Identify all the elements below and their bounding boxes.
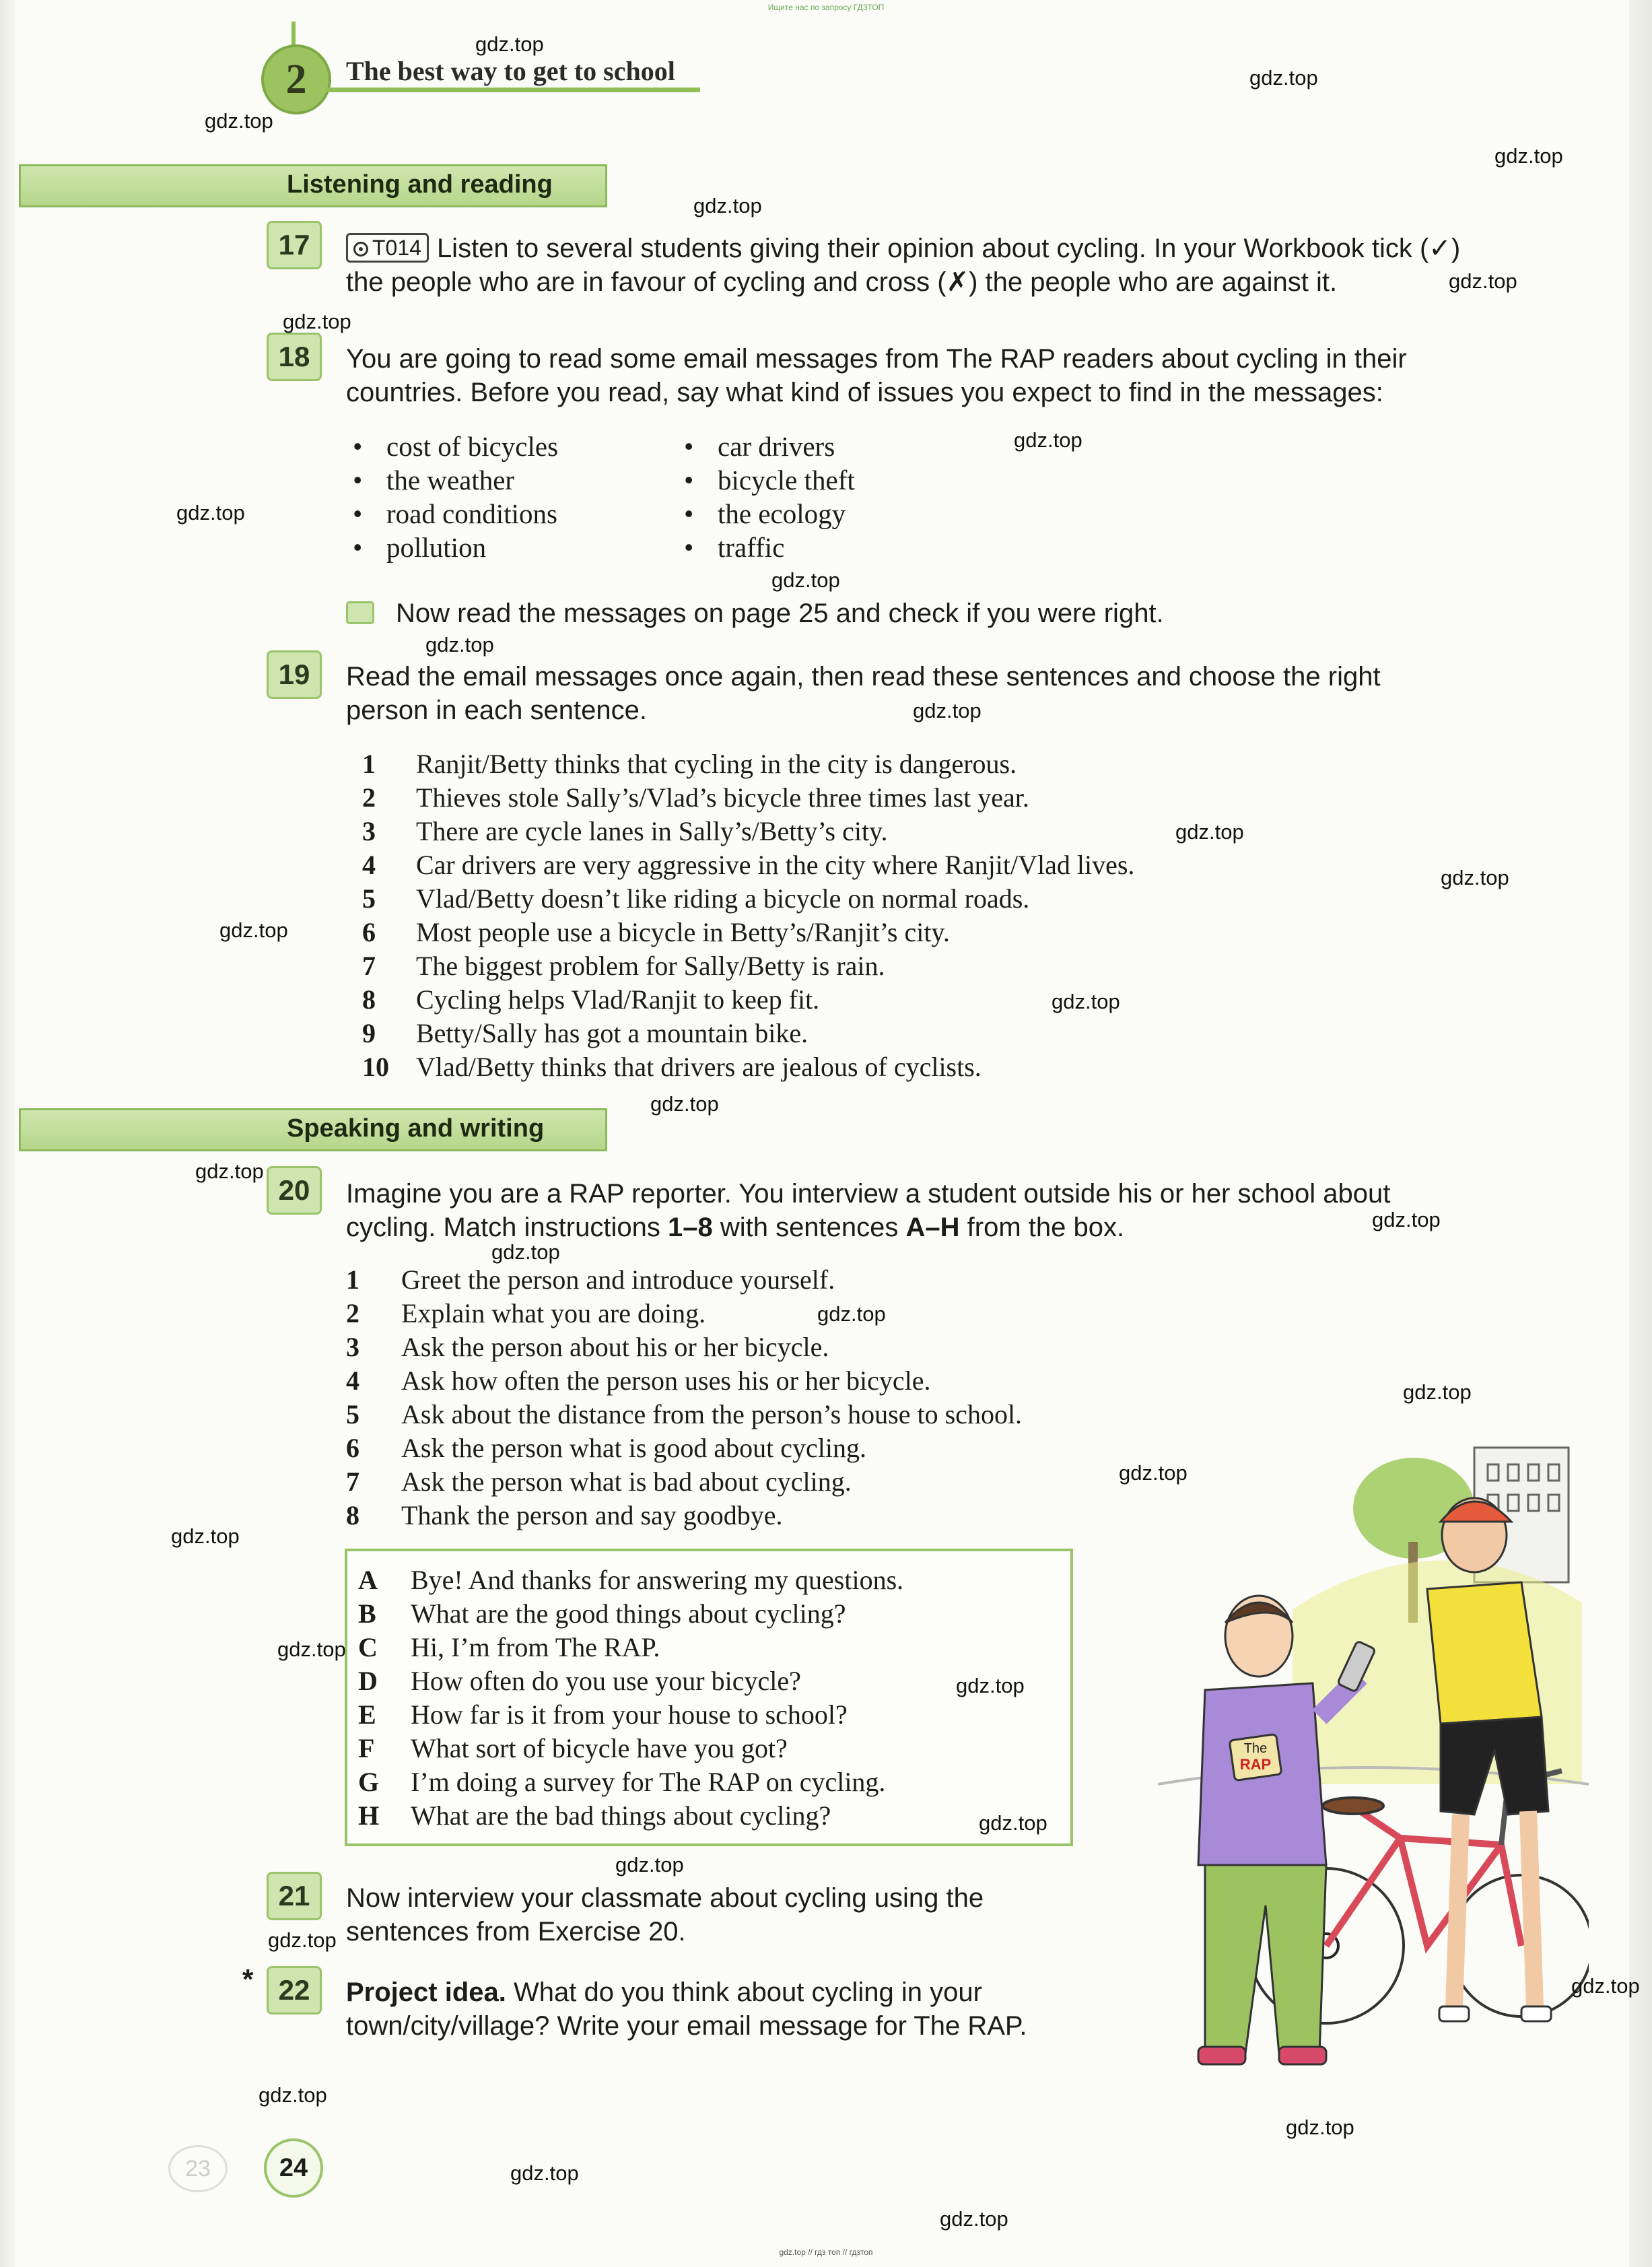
watermark: gdz.top	[195, 1159, 264, 1183]
watermark: gdz.top	[1175, 820, 1244, 844]
watermark: gdz.top	[1014, 428, 1082, 452]
list-item: 5 Ask about the distance from the person’s house to school.	[346, 1399, 1023, 1429]
list-item: 6 Most people use a bicycle in Betty’s/Ranjit’s city.	[362, 917, 950, 947]
section-title-speaking: Speaking and writing	[287, 1114, 545, 1143]
exercise-18-text	[346, 342, 1558, 409]
list-item: 2 Thieves stole Sally’s/Vlad’s bicycle three times last year.	[362, 782, 1029, 813]
badge-line1: The	[1243, 1741, 1268, 1756]
audio-track-label: T014	[372, 236, 421, 260]
optional-star: *	[242, 1963, 254, 1995]
unit-number-badge: 2	[261, 44, 331, 114]
list-item: 8 Cycling helps Vlad/Ranjit to keep fit.	[362, 984, 820, 1015]
list-item: 8 Thank the person and say goodbye.	[346, 1500, 783, 1530]
watermark: gdz.top	[1441, 866, 1509, 889]
exercise-number-19: 19	[267, 650, 322, 699]
unit-title: The best way to get to school	[346, 56, 675, 86]
watermark: gdz.top	[979, 1811, 1047, 1835]
exercise-18-line2: countries. Before you read, say what kind of issues you expect to find in the messages:	[346, 378, 1383, 407]
page-number: 24	[264, 2138, 323, 2198]
list-item: • road conditions	[353, 498, 557, 529]
list-item: 7 Ask the person what is bad about cycling.	[346, 1466, 852, 1497]
watermark: gdz.top	[940, 2207, 1008, 2231]
exercise-22-line2: town/city/village? Write your email message for The RAP.	[346, 2011, 1027, 2041]
list-item: 2 Explain what you are doing.	[346, 1298, 706, 1328]
list-item: • traffic	[684, 532, 785, 563]
list-item: 4 Car drivers are very aggressive in the city where Ranjit/Vlad lives.	[362, 850, 1135, 880]
unit-title-underline	[326, 88, 700, 92]
list-item: D How often do you use your bicycle?	[358, 1666, 801, 1696]
watermark: gdz.top	[1494, 144, 1563, 168]
exercise-17-line1: Listen to several students giving their opinion about cycling. In your Workbook tick (✓)	[436, 234, 1461, 263]
watermark: gdz.top	[1249, 66, 1318, 90]
list-item: 1 Ranjit/Betty thinks that cycling in the city is dangerous.	[362, 749, 1017, 779]
section-title-listening: Listening and reading	[287, 170, 553, 199]
watermark: gdz.top	[283, 310, 351, 333]
watermark: gdz.top	[171, 1524, 240, 1548]
watermark: gdz.top	[1449, 269, 1517, 293]
list-item: 9 Betty/Sally has got a mountain bike.	[362, 1018, 808, 1048]
list-item: E How far is it from your house to school?	[358, 1699, 848, 1730]
top-notice: Ищите нас по запросу ГДЗТОП	[767, 3, 885, 12]
exercise-17-line2: the people who are in favour of cycling and cross (✗) the people who are against it.	[346, 267, 1338, 297]
list-item: B What are the good things about cycling?	[358, 1598, 846, 1629]
list-item: F What sort of bicycle have you got?	[358, 1733, 788, 1763]
list-item: G I’m doing a survey for The RAP on cycling.	[358, 1767, 886, 1797]
watermark: gdz.top	[650, 1092, 719, 1116]
list-item: • the ecology	[684, 498, 846, 529]
watermark: gdz.top	[259, 2083, 327, 2107]
exercise-21-text	[346, 1881, 1154, 1949]
watermark: gdz.top	[205, 109, 273, 133]
exercise-19-line1: Read the email messages once again, then read these sentences and choose the right	[346, 662, 1381, 691]
list-item: 3 Ask the person about his or her bicycle.	[346, 1332, 829, 1362]
list-item: H What are the bad things about cycling?	[358, 1800, 831, 1831]
exercise-17-text	[346, 232, 1558, 299]
list-item: C Hi, I’m from The RAP.	[358, 1632, 660, 1662]
list-item: 7 The biggest problem for Sally/Betty is rain.	[362, 951, 885, 981]
reporter-figure	[1198, 1596, 1375, 2064]
issues-list-right	[684, 430, 1007, 564]
exercise-21-line1: Now interview your classmate about cycling using the	[346, 1883, 984, 1913]
reporter-cyclist-illustration	[1158, 1434, 1589, 2080]
audio-disc-icon	[353, 242, 368, 257]
exercise-18-check-text: Now read the messages on page 25 and check if you were right.	[396, 599, 1164, 628]
exercise-number-18: 18	[267, 333, 322, 381]
list-item: A Bye! And thanks for answering my questions.	[358, 1565, 904, 1595]
exercise-21-line2: sentences from Exercise 20.	[346, 1917, 686, 1947]
list-item: 4 Ask how often the person uses his or her bicycle.	[346, 1365, 931, 1396]
list-item: • bicycle theft	[684, 465, 855, 496]
list-item: 1 Greet the person and introduce yourself.	[346, 1264, 835, 1295]
list-item: • the weather	[353, 465, 515, 496]
exercise-20-text: Imagine you are a RAP reporter. You interview a student outside his or her school about cycling. Match instructions 1–8 with sentences A–H from the box.	[346, 1179, 1391, 1242]
issues-list-left	[353, 430, 676, 564]
list-item: 6 Ask the person what is good about cycling.	[346, 1433, 866, 1463]
exercise-20-line1: Imagine you are a RAP reporter. You interview a student outside his or her school about	[346, 1179, 1391, 1209]
watermark: gdz.top	[693, 194, 762, 217]
watermark: gdz.top	[491, 1240, 560, 1264]
watermark: gdz.top	[268, 1928, 337, 1952]
exercise-number-20: 20	[267, 1166, 322, 1215]
watermark: gdz.top	[771, 568, 840, 592]
ghost-page-number: 23	[168, 2145, 228, 2192]
bottom-notice: gdz.top // гдз топ // гдзтоп	[779, 2247, 873, 2257]
phrases-box-list	[358, 1563, 903, 1833]
watermark: gdz.top	[1119, 1461, 1188, 1485]
watermark: gdz.top	[956, 1674, 1025, 1697]
watermark: gdz.top	[1372, 1208, 1441, 1231]
exercise-20-instructions	[346, 1263, 1022, 1532]
exercise-22-text: Project idea. What do you think about cycling in your town/city/village? Write your email message for The RAP.	[346, 1977, 1027, 2041]
list-item: • car drivers	[684, 431, 835, 462]
watermark: gdz.top	[475, 32, 544, 56]
list-item: 3 There are cycle lanes in Sally’s/Betty’s city.	[362, 816, 888, 846]
watermark: gdz.top	[510, 2161, 579, 2185]
watermark: gdz.top	[1286, 2116, 1354, 2139]
watermark: gdz.top	[219, 918, 288, 942]
list-item: • pollution	[353, 532, 487, 563]
list-item: • cost of bicycles	[353, 431, 559, 462]
list-item: 10 Vlad/Betty thinks that drivers are jealous of cyclists.	[362, 1052, 982, 1082]
watermark: gdz.top	[913, 699, 982, 722]
watermark: gdz.top	[425, 633, 494, 656]
press-badge	[1229, 1734, 1282, 1780]
project-idea-label: Project idea.	[346, 1977, 506, 2007]
watermark: gdz.top	[277, 1637, 346, 1661]
badge-line2: RAP	[1239, 1756, 1272, 1773]
list-item: 5 Vlad/Betty doesn’t like riding a bicycle on normal roads.	[362, 883, 1030, 914]
exercise-number-22: 22	[267, 1966, 322, 2015]
page-left-edge	[0, 0, 15, 2267]
watermark: gdz.top	[1052, 990, 1120, 1013]
watermark: gdz.top	[1571, 1974, 1640, 1998]
check-task-icon	[346, 601, 374, 624]
watermark: gdz.top	[817, 1302, 886, 1326]
page-right-edge	[1629, 0, 1652, 2267]
exercise-18-line1: You are going to read some email messages from The RAP readers about cycling in their	[346, 344, 1407, 374]
exercise-19-sentences	[362, 747, 1134, 1084]
exercise-number-21: 21	[267, 1872, 322, 1920]
watermark: gdz.top	[176, 501, 245, 525]
audio-track-badge[interactable]	[346, 233, 429, 263]
exercise-19-line2: person in each sentence.	[346, 696, 647, 725]
watermark: gdz.top	[1403, 1380, 1472, 1404]
watermark: gdz.top	[615, 1853, 684, 1876]
exercise-number-17: 17	[267, 221, 322, 269]
